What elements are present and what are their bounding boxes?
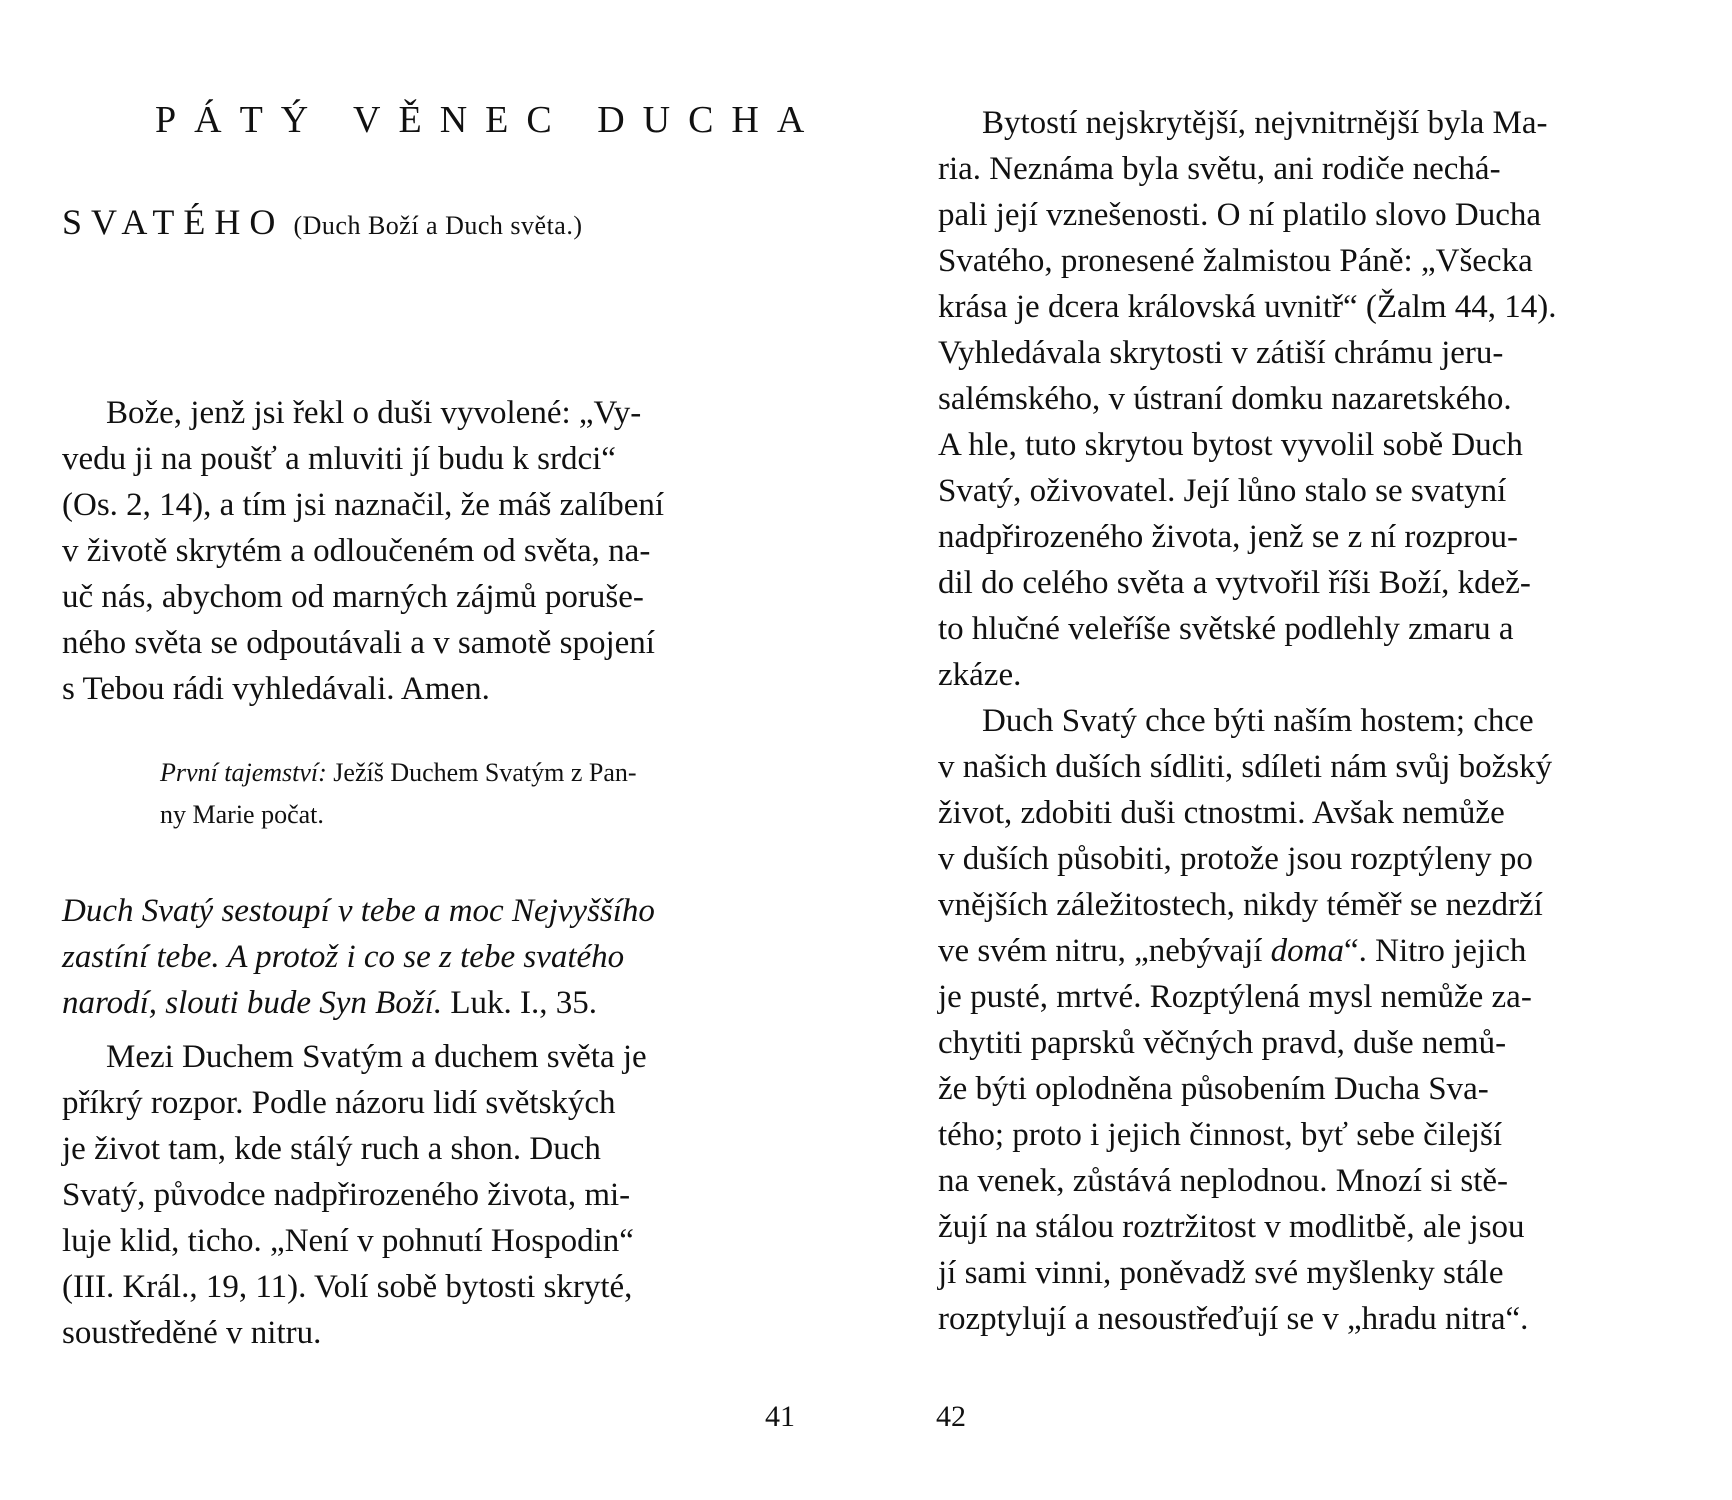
quote-line: Duch Svatý sestoupí v tebe a moc Nejvyššího xyxy=(62,893,655,929)
italic-word: doma xyxy=(1270,933,1345,969)
page-number: 41 xyxy=(765,1400,795,1433)
text-line: v našich duších sídliti, sdíleti nám svůj božský xyxy=(938,749,1553,785)
text-line: Bytostí nejskrytější, nejvnitrnější byla Ma- xyxy=(982,105,1548,141)
text-line: Mezi Duchem Svatým a duchem světa je xyxy=(106,1039,647,1075)
mystery-line xyxy=(160,752,810,794)
mystery-text: Ježíš Duchem Svatým z Pan- xyxy=(326,758,637,787)
text-line xyxy=(938,928,1686,974)
text-line: je pusté, mrtvé. Rozptýlená mysl nemůže za- xyxy=(938,979,1532,1015)
text-line: ria. Neznáma byla světu, ani rodiče nechá- xyxy=(938,151,1501,187)
text-line: v duších působiti, protože jsou rozptýleny po xyxy=(938,841,1533,877)
text-segment: “. Nitro jejich xyxy=(1344,933,1527,969)
right-page xyxy=(866,0,1732,1500)
text-line: A hle, tuto skrytou bytost vyvolil sobě Duch xyxy=(938,427,1523,463)
mystery-label: První tajemství: xyxy=(160,758,327,787)
text-line: chytiti paprsků věčných pravd, duše nemů- xyxy=(938,1025,1507,1061)
text-line: Bože, jenž jsi řekl o duši vyvolené: „Vy- xyxy=(106,395,642,431)
text-line: život, zdobiti duši ctnostmi. Avšak nemůže xyxy=(938,795,1505,831)
text-line: zkáze. xyxy=(938,657,1022,693)
text-line: pali její vznešenosti. O ní platilo slovo Ducha xyxy=(938,197,1542,233)
text-line: Svatého, pronesené žalmistou Páně: „Všecka xyxy=(938,243,1533,279)
quote-line xyxy=(62,980,810,1026)
mystery-line: ny Marie počat. xyxy=(160,800,324,829)
text-segment: ve svém nitru, „nebývají xyxy=(938,933,1271,969)
chapter-title-caps: SVATÉHO xyxy=(62,202,285,242)
text-line: s Tebou rádi vyhledávali. Amen. xyxy=(62,671,490,707)
chapter-title-line2 xyxy=(62,202,583,249)
text-line: rozptylují a nesoustřeďují se v „hradu nitra“. xyxy=(938,1301,1529,1337)
body-paragraph xyxy=(938,100,1686,698)
text-line: na venek, zůstává neplodnou. Mnozí si stě- xyxy=(938,1163,1509,1199)
text-line: v životě skrytém a odloučeném od světa, na- xyxy=(62,533,651,569)
prayer-paragraph xyxy=(62,390,810,712)
text-line: příkrý rozpor. Podle názoru lidí světských xyxy=(62,1085,616,1121)
quote-reference: Luk. I., 35. xyxy=(442,985,598,1021)
text-line: Duch Svatý chce býti naším hostem; chce xyxy=(982,703,1534,739)
text-line: jí sami vinni, poněvadž své myšlenky stále xyxy=(938,1255,1504,1291)
text-line: vnějších záležitostech, nikdy téměř se nezdrží xyxy=(938,887,1543,923)
text-line: luje klid, ticho. „Není v pohnutí Hospodin“ xyxy=(62,1223,634,1259)
body-paragraph xyxy=(938,698,1686,1342)
text-line: soustředěné v nitru. xyxy=(62,1315,322,1351)
text-line: uč nás, abychom od marných zájmů poruše- xyxy=(62,579,644,615)
text-line: ného světa se odpoutávali a v samotě spojení xyxy=(62,625,655,661)
text-line: (Os. 2, 14), a tím jsi naznačil, že máš zalíbení xyxy=(62,487,665,523)
text-line: tého; proto i jejich činnost, byť sebe čilejší xyxy=(938,1117,1502,1153)
text-line: že býti oplodněna působením Ducha Sva- xyxy=(938,1071,1489,1107)
page-number: 42 xyxy=(936,1400,966,1433)
text-line: (III. Král., 19, 11). Volí sobě bytosti skryté, xyxy=(62,1269,633,1305)
body-paragraph xyxy=(62,1034,810,1356)
text-line: Vyhledávala skrytosti v zátiší chrámu jeru- xyxy=(938,335,1504,371)
text-line: žují na stálou roztržitost v modlitbě, ale jsou xyxy=(938,1209,1525,1245)
text-line: Svatý, původce nadpřirozeného života, mi- xyxy=(62,1177,631,1213)
text-line: Svatý, oživovatel. Její lůno stalo se svatyní xyxy=(938,473,1507,509)
chapter-title-line1: PÁTÝ VĚNEC DUCHA xyxy=(155,99,823,141)
mystery-note xyxy=(160,752,810,836)
quote-italic-text: narodí, slouti bude Syn Boží. xyxy=(62,985,443,1021)
text-line: vedu ji na poušť a mluviti jí budu k srdci“ xyxy=(62,441,616,477)
text-line: krása je dcera královská uvnitř“ (Žalm 44, 14). xyxy=(938,289,1557,325)
text-line: salémského, v ústraní domku nazaretského. xyxy=(938,381,1512,417)
text-line: je život tam, kde stálý ruch a shon. Duch xyxy=(62,1131,601,1167)
chapter-subtitle: (Duch Boží a Duch světa.) xyxy=(293,211,583,240)
text-line: nadpřirozeného života, jenž se z ní rozprou- xyxy=(938,519,1518,555)
text-line: to hlučné veleříše světské podlehly zmaru a xyxy=(938,611,1514,647)
scripture-quote xyxy=(62,888,810,1026)
text-line: dil do celého světa a vytvořil říši Boží, kdež- xyxy=(938,565,1531,601)
quote-line: zastíní tebe. A protož i co se z tebe svatého xyxy=(62,939,625,975)
